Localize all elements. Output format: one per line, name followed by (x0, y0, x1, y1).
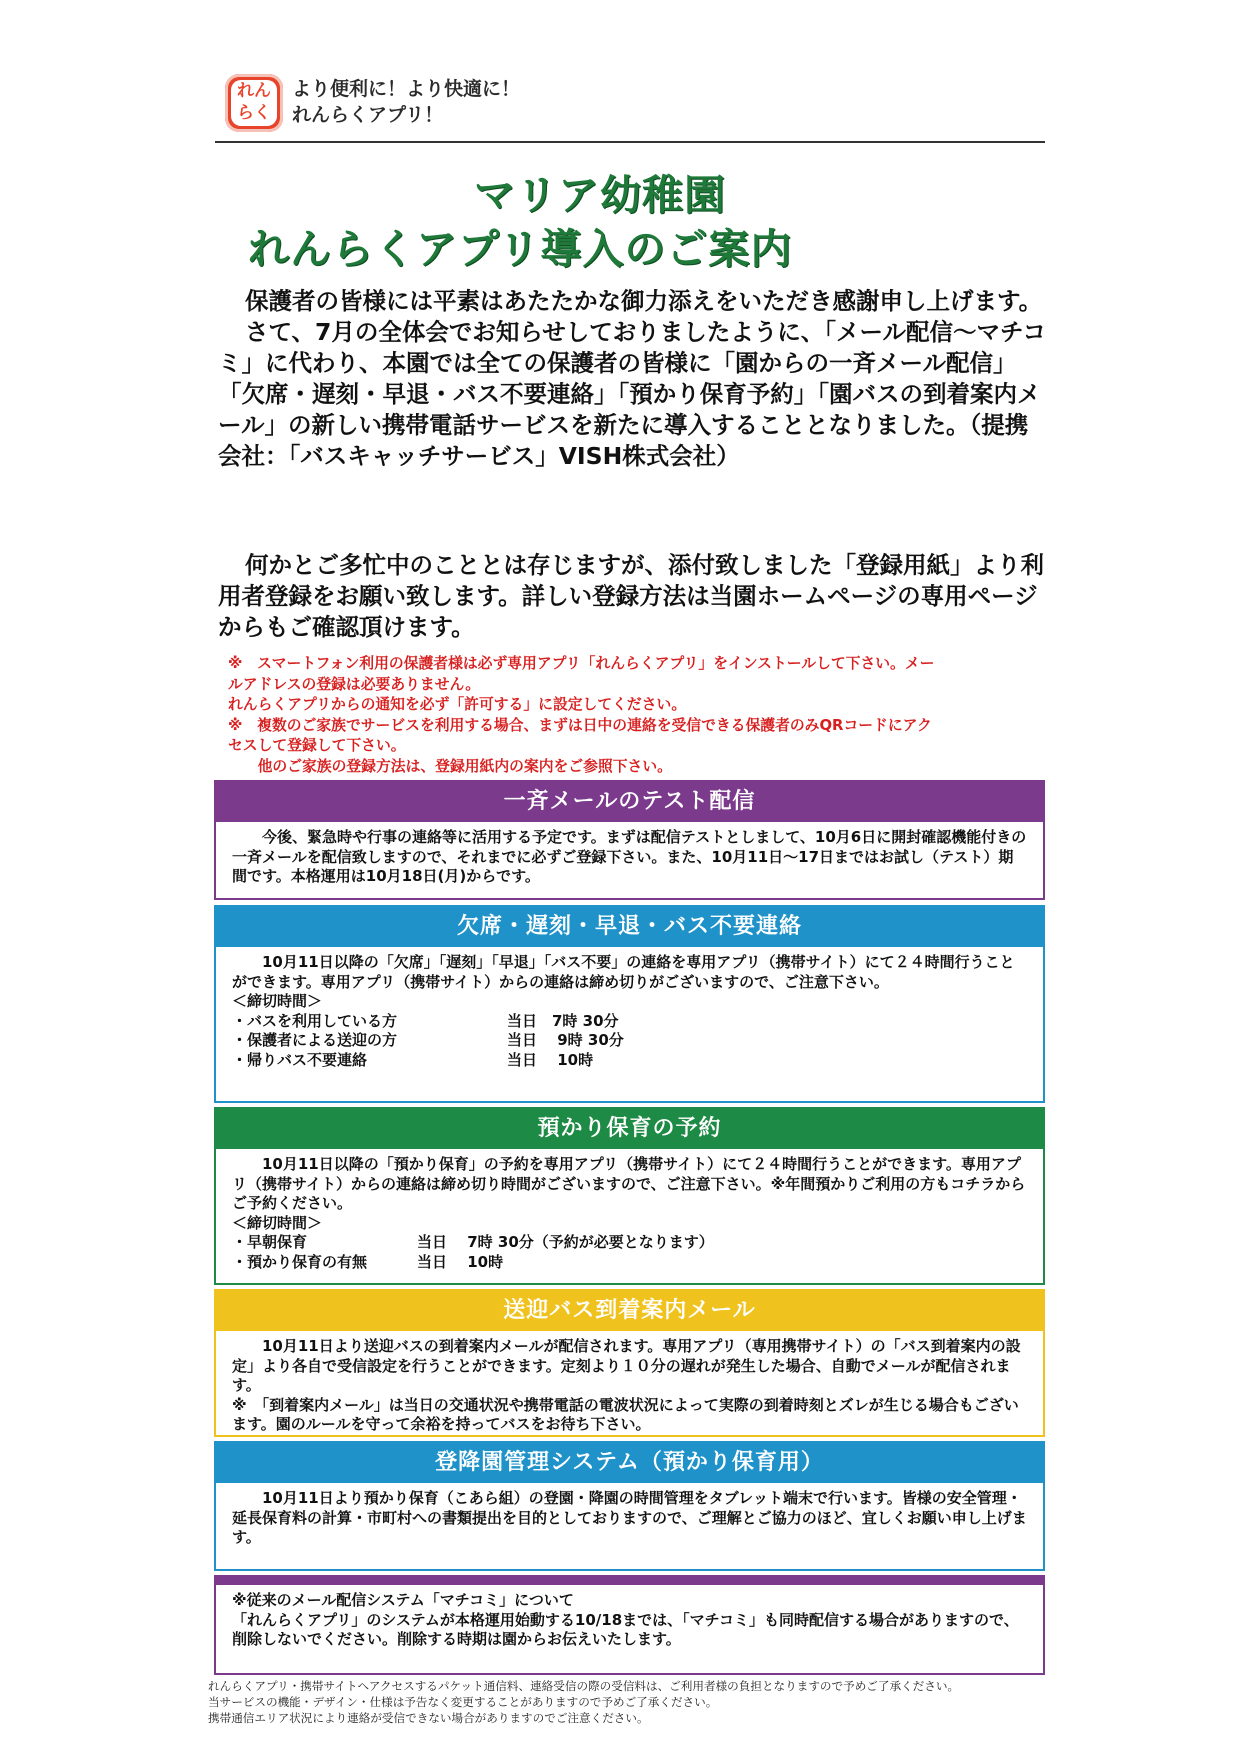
deadline-item: ・保護者による送迎の方 (232, 1031, 398, 1049)
deadline-item: ・早朝保育 (232, 1233, 308, 1251)
section-childcare-reservation (214, 1107, 1045, 1285)
logo-text-line2: らく (237, 103, 271, 123)
note-line: セスして登録して下さい。 (228, 737, 406, 754)
section-text: 今後、緊急時や行事の連絡等に活用する予定です。まずは配信テストとしまして、10月6日に開封確認機能付きの一斉メールを配信致しますので、それまでに必ずご登録下さい。また、10月11日〜17日まではお試し（テスト）期間です。本格運用は10月18日(月)からです。 (232, 828, 1027, 885)
deadline-row (232, 1233, 1027, 1253)
footer-line: れんらくアプリ・携帯サイトへアクセスするパケット通信料、連絡受信の際の受信料は、ご利用者様の負担となりますので予めご了承ください。 (208, 1679, 960, 1693)
note-line: れんらくアプリからの通知を必ず「許可する」に設定してください。 (228, 696, 687, 713)
note-line: 他のご家族の登録方法は、登録用紙内の案内をご参照下さい。 (228, 757, 672, 775)
tagline (292, 76, 520, 128)
tagline-line2: れんらくアプリ！ (292, 104, 444, 126)
tagline-line1: より便利に！より快適に！ (292, 78, 521, 100)
deadline-time: 当日 9時 30分 (507, 1031, 624, 1049)
section-heading: 一斉メールのテスト配信 (216, 782, 1043, 822)
section-heading: 登降園管理システム（預かり保育用） (216, 1443, 1043, 1483)
deadline-item: ・バスを利用している方 (232, 1011, 398, 1030)
intro-text (218, 286, 1048, 472)
footer-line: 携帯通信エリア状況により連絡が受信できない場合がありますのでご注意ください。 (208, 1711, 649, 1725)
page-title-announcement: れんらくアプリ導入のご案内 (248, 225, 793, 273)
note-line: ※ スマートフォン利用の保護者様は必ず専用アプリ「れんらくアプリ」をインストールして下さい。メー (228, 655, 935, 672)
deadline-time: 当日 10時 (507, 1050, 594, 1069)
deadline-item: ・預かり保育の有無 (232, 1252, 368, 1271)
deadline-row (232, 1253, 1027, 1273)
section-text: 「れんらくアプリ」のシステムが本格運用始動する10/18までは、「マチコミ」も同時配信する場合がありますので、削除しないでください。削除する時期は園からお伝えいたします。 (232, 1610, 1019, 1648)
section-text: 10月11日以降の「欠席」「遅刻」「早退」「バス不要」の連絡を専用アプリ（携帯サイト）にて２４時間行うことができます。専用アプリ（携帯サイト）からの連絡は締め切りがございますので、ご注意下さい。 (232, 953, 1015, 991)
deadline-item: ・帰りバス不要連絡 (232, 1050, 368, 1069)
section-note: ※ 「到着案内メール」は当日の交通状況や携帯電話の電波状況によって実際の到着時刻とズレが生じる場合もございます。園のルールを守って余裕を持ってバスをお待ち下さい。 (232, 1395, 1019, 1433)
intro-text-registration (218, 550, 1048, 643)
section-absence-contact (214, 905, 1045, 1103)
section-bus-arrival (214, 1289, 1045, 1437)
section-test-mail (214, 780, 1045, 900)
renraku-app-logo (225, 74, 283, 132)
section-text: 10月11日以降の「預かり保育」の予約を専用アプリ（携帯サイト）にて２４時間行うことができます。専用アプリ（携帯サイト）からの連絡は締め切り時間がございますので、ご注意下さい。※年間預かりご利用の方もコチラからご予約ください。 (232, 1155, 1026, 1212)
footer-line: 当サービスの機能・デザイン・仕様は予告なく変更することがありますので予めご了承ください。 (208, 1695, 718, 1709)
section-machicomi (214, 1575, 1045, 1675)
note-line: ※ 複数のご家族でサービスを利用する場合、まずは日中の連絡を受信できる保護者のみQRコードにアク (228, 716, 932, 734)
intro-paragraph-announcement: さて、7月の全体会でお知らせしておりましたように、「メール配信〜マチコミ」に代わり、本園では全ての保護者の皆様に「園からの一斉メール配信」「欠席・遅刻・早退・バス不要連絡」「預かり保育予約」「園バスの到着案内メール」の新しい携帯電話サービスを新たに導入することとなりました。（提携会社：「バスキャッチサービス」VISH株式会社） (218, 318, 1047, 470)
note-line: ルアドレスの登録は必要ありません。 (228, 675, 480, 693)
section-heading: 欠席・遅刻・早退・バス不要連絡 (216, 907, 1043, 947)
section-heading: 送迎バス到着案内メール (216, 1291, 1043, 1331)
deadline-time: 当日 7時 30分（予約が必要となります） (417, 1233, 714, 1251)
section-text: 10月11日より送迎バスの到着案内メールが配信されます。専用アプリ（専用携帯サイト）の「バス到着案内の設定」より各自で受信設定を行うことができます。定刻より１０分の遅れが発生した場合、自動でメールが配信されます。 (232, 1337, 1021, 1394)
page-title-kindergarten: マリア幼稚園 (474, 171, 726, 219)
footer-notes (208, 1678, 1048, 1726)
header-divider (215, 141, 1045, 143)
section-attendance-system (214, 1441, 1045, 1571)
deadline-time: 当日 10時 (417, 1252, 504, 1271)
deadline-row (232, 1031, 1027, 1051)
section-heading: 預かり保育の予約 (216, 1109, 1043, 1149)
deadline-time: 当日 7時 30分 (507, 1011, 619, 1030)
deadline-label: ＜締切時間＞ (232, 1213, 323, 1232)
intro-paragraph-registration: 何かとご多忙中のこととは存じますが、添付致しました「登録用紙」より利用者登録をお願い致します。詳しい登録方法は当園ホームページの専用ページからもご確認頂けます。 (218, 551, 1045, 641)
section-text: 10月11日より預かり保育（こあら組）の登園・降園の時間管理をタブレット端末で行います。皆様の安全管理・延長保育料の計算・市町村への書類提出を目的としておりますので、ご理解とご協力のほど、宜しくお願い申し上げます。 (232, 1489, 1027, 1546)
deadline-label: ＜締切時間＞ (232, 992, 323, 1010)
logo-text-line1: れん (237, 81, 271, 101)
section-heading: ※従来のメール配信システム「マチコミ」について (232, 1591, 574, 1609)
intro-paragraph-greeting: 保護者の皆様には平素はあたたかな御力添えをいただき感謝申し上げます。 (245, 287, 1043, 315)
deadline-row (232, 1051, 1027, 1071)
important-notes (228, 654, 1048, 777)
deadline-row (232, 1012, 1027, 1032)
